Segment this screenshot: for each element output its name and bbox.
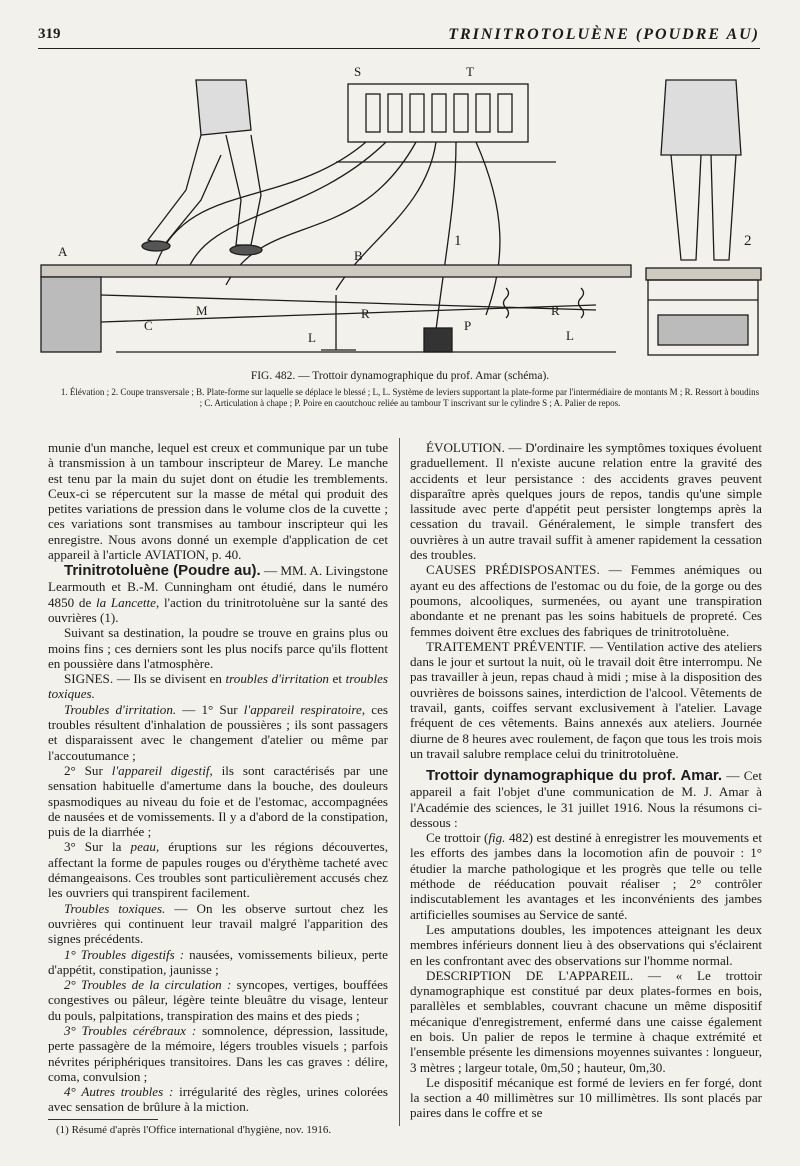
label-R1: R [361,306,370,321]
label-R2: R [551,303,560,318]
section-trottoir: Trottoir dynamographique du prof. Amar. — Cet appareil a fait l'objet d'une communication de M. J. Amar à l'Académie des sciences, le 31 juillet 1916. Nous la résumons ci-dessous : [410,767,762,830]
header-rule [38,48,760,49]
paragraph-peau: 3° Sur la peau, éruptions sur les régions découvertes, affectant la forme de papules rouges ou d'érythème tacheté avec démangeaisons. Ces troubles sont particulièrement accusés chez les ouvriers qui transpirent facilement. [48,839,388,901]
paragraph-signes: SIGNES. — Ils se divisent en troubles d'irritation et troubles toxiques. [48,671,389,702]
figure-caption-legend: 1. Élévation ; 2. Coupe transversale ; B. Plate-forme sur laquelle se déplace le blessé ; L, L. Système de leviers supportant la plate-forme par l'intermédiaire de montants M ; R. Ressort à boudins ; C. Articulation à chape ; P. Poire en caoutchouc reliée au tambour T inscrivant sur le cylindre S ; A. Palier de repos. [60,387,760,408]
paragraph-causes: CAUSES PRÉDISPOSANTES. — Femmes anémiques ou ayant eu des affections de l'estomac ou du foie, de la gorge ou des poumons, alcooliques, surmenées, ou ayant une transpiration abondante et ne prenant pas les soins habituels de propreté. Ces femmes doivent être exclues des fabriques de trinitrotoluène. [410,562,763,639]
label-P: P [464,318,472,333]
paragraph-dispositif: Le dispositif mécanique est formé de leviers en fer forgé, dont la section a 40 millimètres sur 10 millimètres. Ils sont placés par paires dans le coffre et se [410,1074,762,1121]
section-heading: Trottoir dynamographique du prof. Amar. [426,767,723,785]
list-item: 3° Troubles cérébraux : somnolence, dépression, lassitude, perte passagère de la mémoire, légers troubles visuels ; parfois névrites périphériques transitoires. Dans les cas graves : délire, coma, convulsion ; [48,1022,388,1084]
paragraph-description: DESCRIPTION DE L'APPAREIL. — « Le trottoir dynamographique est constitué par deux plates-formes en bois, parallèles et semblables, couvrant chacune un même dispositif mécanique d'enregistrement, enfermé dans une caisse également en bois. Un palier de repos le termine à chaque extrémité et l'ensemble présente les dimensions moyennes suivantes : longueur, 3 mètres ; largeur totale, 0m,50 ; hauteur, 0m,30. [410,967,762,1075]
column-divider [399,438,400,1126]
paragraph: munie d'un manche, lequel est creux et communique par un tube à transmission à un tambour inscripteur de Marey. Le manche est tenu par la main du sujet dont on étudie les tremblements. Ceux-ci se répercutent sur la masse de métal qui produit des petites variations de pression dans le volume clos de la cuvette ; ces variations sont transmises au tambour inscripteur qui les enregistre. Nous avons donné un exemple d'application de cet appareil à l'article AVIATION, p. 40. [48,440,388,563]
list-item: 2° Troubles de la circulation : syncopes, vertiges, bouffées congestives ou pâleur, légère teinte bleuâtre du visage, lenteur du pouls, palpitations, transpiration des mains et des pieds ; [48,977,388,1023]
label-L2: L [566,328,574,343]
label-T: T [466,64,474,79]
figure-caption-title: FIG. 482. — Trottoir dynamographique du prof. Amar (schéma). [250,370,550,382]
label-C: C [144,318,153,333]
recording-drum-box [348,84,528,142]
section-heading: Trinitrotoluène (Poudre au). [64,562,261,580]
paragraph-amputations: Les amputations doubles, les impotences atteignant les deux membres inférieurs donnent lieu à des observations qui s'éclairent en les confrontant avec des observations sur l'homme normal. [410,921,762,968]
paragraph-toxiques: Troubles toxiques. — On les observe surtout chez les ouvrières qui continuent leur travail malgré l'apparition des signes précédents. [48,900,388,947]
recording-tambours [366,94,512,132]
section-trinitrotoluene: Trinitrotoluène (Poudre au). — MM. A. Livingstone Learmouth et B.-M. Cunningham ont étudié, dans le numéro 4850 de la Lancette, l'action du trinitrotoluène sur la santé des ouvrières (1). [48,562,388,625]
page-number: 319 [38,26,61,42]
label-M: M [196,303,208,318]
label-B: B [354,248,363,263]
label-view-2: 2 [744,233,752,249]
standing-figure [661,80,741,260]
running-title: TRINITROTOLUÈNE (POUDRE AU) [448,26,760,43]
walking-legs-figure [142,80,262,255]
paragraph-trottoir: Ce trottoir (fig. 482) est destiné à enregistrer les mouvements et les efforts des jambes dans la locomotion afin de pouvoir : 1° étudier la marche pathologique et les progrès que telle ou telle méthode de rééducation pouvait réaliser ; 2° contrôler indiscutablement les avantages et les inconvénients des jambes artificielles soumises au Service de santé. [410,830,762,922]
paragraph-digestif: 2° Sur l'appareil digestif, ils sont caractérisés par une sensation habituelle d'amertume dans la bouche, des douleurs spasmodiques au niveau du foie et de l'estomac, accompagnées de nausées et de vomissements. Il y a d'abord de la constipation, puis de la diarrhée ; [48,762,388,840]
figure-482 [36,60,766,365]
paragraph-traitement: TRAITEMENT PRÉVENTIF. — Ventilation active des ateliers dans le jour et surtout la nuit, où le travail doit être interrompu. Ne pas travailler à jeun, repas chaud à midi ; mise à la disposition des ouvrières de boissons saines, interdiction de l'alcool. Vêtements de travail, gants, coiffes servant exclusivement à l'atelier. Lavage fréquent de ces vêtements. Bains annexés aux ateliers. Journée diurne de 8 heures avec roulement, de façon que tous les trois mois un travail salubre remplace celui du trinitrotoluène. [410,638,762,761]
apparatus-diagram [36,60,766,365]
right-column [410,440,762,1121]
label-L1: L [308,330,316,345]
list-item: 4° Autres troubles : irrégularité des règles, urines colorées avec sensation de brûlure à la miction. [48,1084,388,1115]
footnote-rule [48,1119,158,1120]
label-view-1: 1 [454,233,462,249]
label-S: S [354,64,362,79]
cross-section [646,268,761,355]
paragraph-irritation: Troubles d'irritation. — 1° Sur l'appareil respiratoire, ces troubles résultent d'inhalation de poussières ; ils sont passagers et disparaissent avec le changement d'atelier ou même par l'accoutumance ; [48,701,388,763]
footnote: (1) Résumé d'après l'Office international d'hygiène, nov. 1916. [56,1124,332,1136]
platform-elevation [41,265,631,352]
label-A: A [58,244,68,259]
paragraph-evolution: ÉVOLUTION. — D'ordinaire les symptômes toxiques évoluent graduellement. Il n'existe aucune relation entre la gravité des accidents et leur persistance : des accidents graves peuvent disparaître après quelques jours de repos, tandis qu'une simple lassitude avec perte d'appétit peut persister longtemps après la cessation du travail. Généralement, le simple transfert des ouvrières à un autre travail suffit à amener rapidement la cessation des troubles. [410,440,762,563]
list-item: 1° Troubles digestifs : nausées, vomissements bilieux, perte d'appétit, constipation, jaunisse ; [48,946,388,977]
paragraph: Suivant sa destination, la poudre se trouve en grains plus ou moins fins ; ces derniers sont les plus nocifs parce qu'ils flottent en poussière dans l'atmosphère. [48,625,388,671]
left-column [48,440,388,1115]
